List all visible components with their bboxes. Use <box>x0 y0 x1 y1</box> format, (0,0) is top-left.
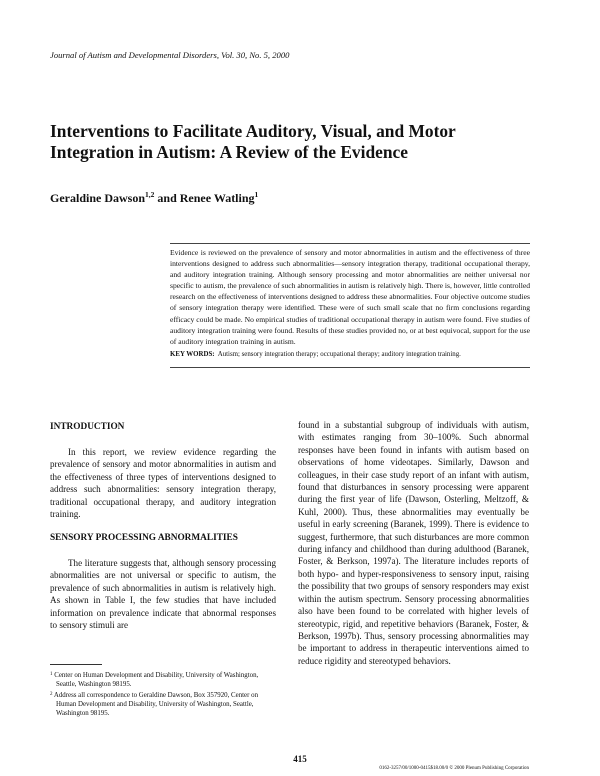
footnotes <box>50 670 276 719</box>
right-column-paragraph: found in a substantial subgroup of individuals with autism, with estimates ranging from 30–100%. Such abnormal responses have been found in infants with autism based on observations of home videotapes. Similarly, Dawson and colleagues, in their case study report of an infant with autism, found that disturbances in sensory processing were apparent during the first year of life (Dawson, Osterling, Meltzoff, & Kuhl, 2000). Thus, these abnormalities may eventually be useful in early screening (Baranek, 1999). There is evidence to suggest, furthermore, that such disturbances are more common during infancy and childhood than during adulthood (Baranek, Foster, & Berkson, 1997a). The literature includes reports of both hypo- and hyper-responsiveness to sensory input, raising the possibility that two groups of sensory responders may exist within the autism spectrum. Sensory processing abnormalities also have been found to be correlated with higher levels of stereotypic, rigid, and repetitive behaviors (Baranek, Foster, & Berkson, 1997b). Thus, sensory processing abnormalities may be important to address in therapeutic interventions aimed to reduce rigidity and stereotyped behaviors. <box>298 420 529 666</box>
journal-citation: Journal of Autism and Developmental Disorders, Vol. 30, No. 5, 2000 <box>50 50 290 60</box>
keywords-label: KEY WORDS: <box>170 351 215 358</box>
footnote <box>50 690 276 718</box>
footnote-rule <box>50 664 102 665</box>
copyright-line: 0162-3257/00/1000-0415$18.00/0 © 2000 Plenum Publishing Corporation <box>379 766 529 771</box>
footnote-mark: 1 <box>50 672 53 677</box>
author-name: Geraldine Dawson <box>50 191 146 205</box>
section-heading-sensory: SENSORY PROCESSING ABNORMALITIES <box>50 533 238 543</box>
author-line <box>50 190 258 206</box>
introduction-paragraph: In this report, we review evidence regarding the prevalence of sensory and motor abnormalities in autism and the effectiveness of three types of interventions designed to address such abnormalities: sensory integration therapy, traditional occupational therapy, and auditory integration training. <box>50 447 276 520</box>
keywords-text: Autism; sensory integration therapy; occupational therapy; auditory integration training. <box>217 351 461 358</box>
abstract-top-rule <box>170 243 530 244</box>
affiliation-mark: 1 <box>254 190 259 199</box>
footnote-text: Address all correspondence to Geraldine Dawson, Box 357920, Center on Human Development and Disability, University of Washington, Seattle, Washington 98195. <box>53 692 259 718</box>
footnote <box>50 670 276 689</box>
abstract: Evidence is reviewed on the prevalence of sensory and motor abnormalities in autism and the effectiveness of three interventions designed to address such abnormalities—sensory integration therapy, traditional occupational therapy, and auditory integration training. Although sensory processing and motor abnormalities are neither universal nor specific to autism, the prevalence of such abnormalities in autism is relatively high. There is, however, little controlled research on the effectiveness of interventions designed to address these abnormalities. Four objective outcome studies of sensory integration therapy were identified. These were of such small scale that no firm conclusions regarding efficacy could be made. No empirical studies of traditional occupational therapy in autism were found. Five studies of auditory integration training were found. Results of these studies provided no, or at best equivocal, support for the use of auditory integration training in autism. <box>170 248 530 346</box>
keywords <box>170 351 530 358</box>
paper-title: Interventions to Facilitate Auditory, Visual, and Motor Integration in Autism: A Review of the Evidence <box>50 121 456 162</box>
author-conjunction: and <box>154 191 180 205</box>
abstract-bottom-rule <box>170 367 530 368</box>
footnote-mark: 2 <box>50 692 53 698</box>
footnote-text: Center on Human Development and Disability, University of Washington, Seattle, Washington 98195. <box>54 672 259 689</box>
author-name: Renee Watling <box>179 191 255 205</box>
affiliation-mark: 1,2 <box>145 190 155 199</box>
page-number: 415 <box>293 754 307 764</box>
section-heading-introduction: INTRODUCTION <box>50 422 125 432</box>
sensory-paragraph: The literature suggests that, although sensory processing abnormalities are not universal or specific to autism, the prevalence of such abnormalities in autism is relatively high. As shown in Table I, the few studies that have included information on prevalence indicate that abnormal responses to sensory stimuli are <box>50 558 276 631</box>
